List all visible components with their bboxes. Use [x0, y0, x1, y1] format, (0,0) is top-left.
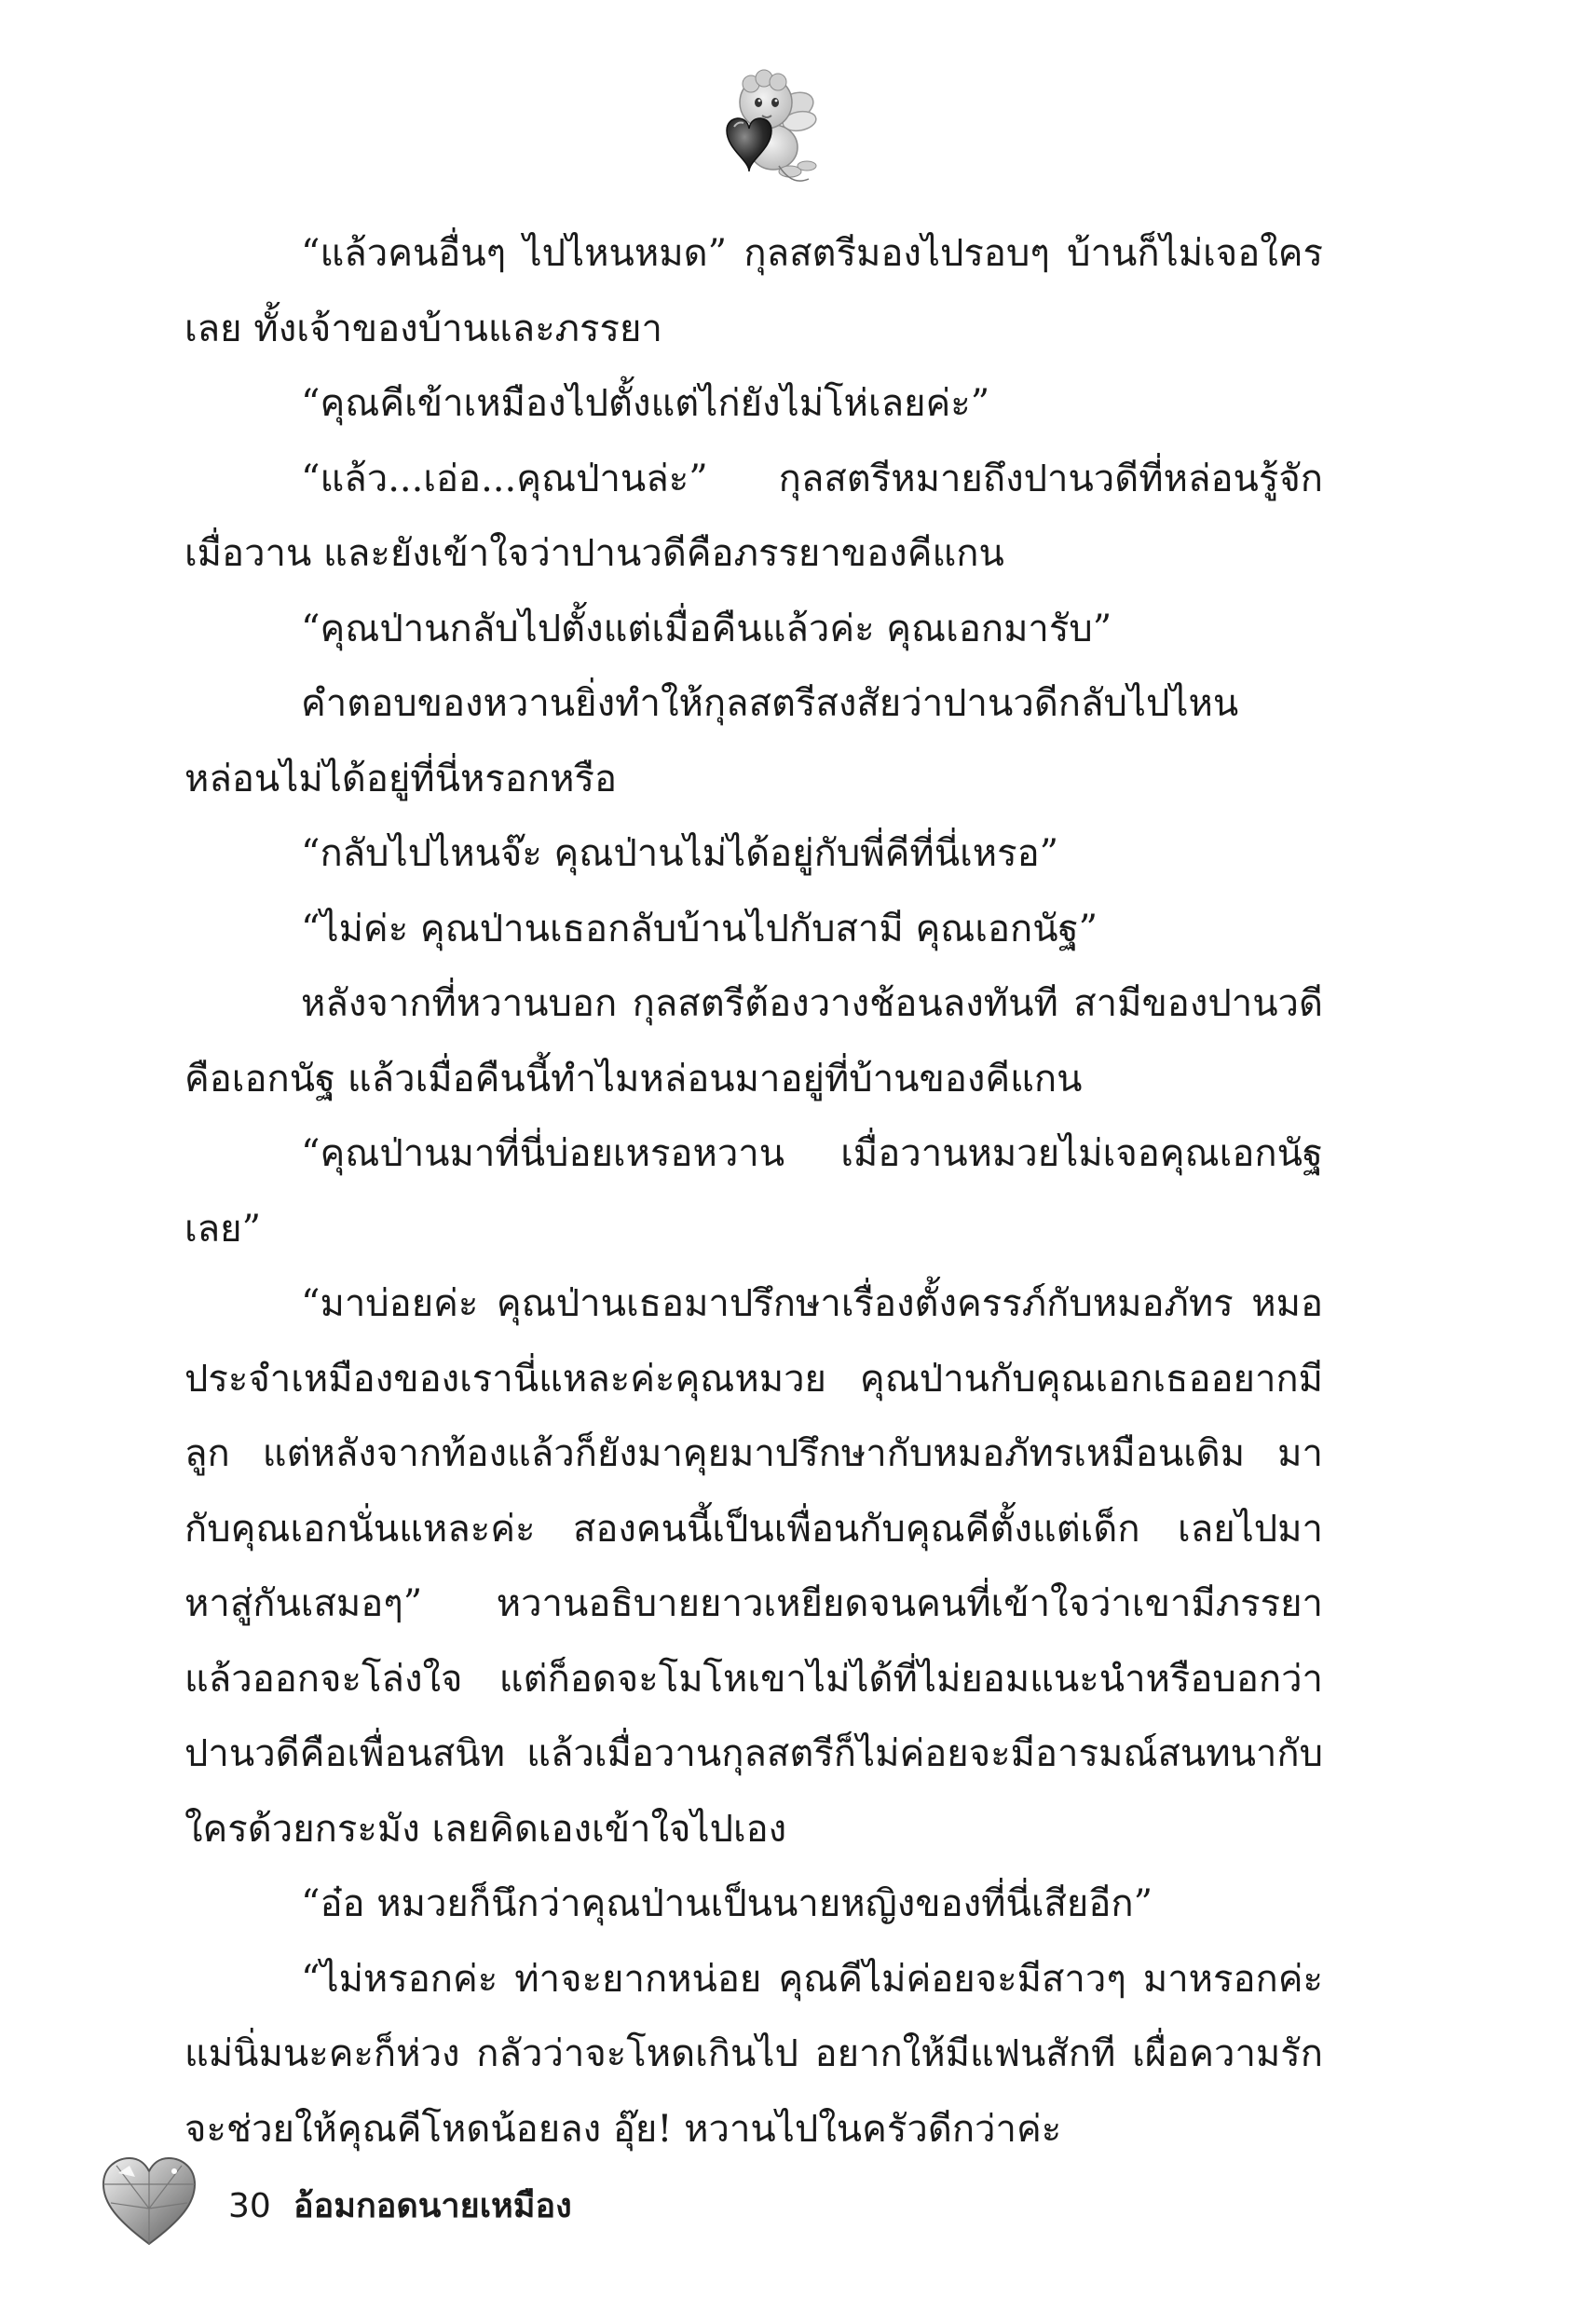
paragraph: “คุณป่านมาที่นี่บ่อยเหรอหวาน เมื่อวานหมวยไม่เจอคุณเอกนัฐเลย” [184, 1132, 1323, 1251]
diamond-heart-icon [98, 2153, 200, 2250]
page-number: 30 [228, 2187, 271, 2225]
body-text [184, 216, 1323, 2167]
paragraph: “ไม่หรอกค่ะ ท่าจะยากหน่อย คุณคีไม่ค่อยจะมีสาวๆ มาหรอกค่ะ แม่นิ่มนะคะก็ห่วง กลัวว่าจะโหดเกินไป อยากให้มีแฟนสักที เผื่อความรักจะช่วยให้คุณคีโหดน้อยลง อุ๊ย! หวานไปในครัวดีกว่าค่ะ [184, 1957, 1323, 2151]
paragraph: “มาบ่อยค่ะ คุณป่านเธอมาปรึกษาเรื่องตั้งครรภ์กับหมอภัทร หมอประจำเหมืองของเรานี่แหละค่ะคุณหมวย คุณป่านกับคุณเอกเธออยากมีลูก แต่หลังจากท้องแล้วก็ยังมาคุยมาปรึกษากับหมอภัทรเหมือนเดิม มากับคุณเอกนั่นแหละค่ะ สองคนนี้เป็นเพื่อนกับคุณคีตั้งแต่เด็ก เลยไปมาหาสู่กันเสมอๆ” หวานอธิบายยาวเหยียดจนคนที่เข้าใจว่าเขามีภรรยาแล้วออกจะโล่งใจ แต่ก็อดจะโมโหเขาไม่ได้ที่ไม่ยอมแนะนำหรือบอกว่าปานวดีคือเพื่อนสนิท แล้วเมื่อวานกุลสตรีก็ไม่ค่อยจะมีอารมณ์สนทนากับใครด้วยกระมัง เลยคิดเองเข้าใจไปเอง [184, 1282, 1323, 1851]
paragraph: หลังจากที่หวานบอก กุลสตรีต้องวางช้อนลงทันที สามีของปานวดีคือเอกนัฐ แล้วเมื่อคืนนี้ทำไมหล่อนมาอยู่ที่บ้านของคีแกน [184, 982, 1323, 1101]
book-title: อ้อมกอดนายเหมือง [293, 2187, 572, 2225]
paragraph: “อ๋อ หมวยก็นึกว่าคุณป่านเป็นนายหญิงของที่นี่เสียอีก” [301, 1882, 1153, 1925]
paragraph: คำตอบของหวานยิ่งทำให้กุลสตรีสงสัยว่าปานวดีกลับไปไหน หล่อนไม่ได้อยู่ที่นี่หรอกหรือ [184, 682, 1239, 800]
paragraph: “แล้ว...เอ่อ...คุณป่านล่ะ” กุลสตรีหมายถึงปานวดีที่หล่อนรู้จักเมื่อวาน และยังเข้าใจว่าปานวดีคือภรรยาของคีแกน [184, 457, 1323, 575]
page-footer [98, 2153, 843, 2264]
paragraph: “แล้วคนอื่นๆ ไปไหนหมด” กุลสตรีมองไปรอบๆ บ้านก็ไม่เจอใครเลย ทั้งเจ้าของบ้านและภรรยา [184, 232, 1323, 350]
paragraph: “ไม่ค่ะ คุณป่านเธอกลับบ้านไปกับสามี คุณเอกนัฐ” [301, 907, 1098, 950]
paragraph: “คุณป่านกลับไปตั้งแต่เมื่อคืนแล้วค่ะ คุณเอกมารับ” [301, 607, 1112, 650]
paragraph: “กลับไปไหนจ๊ะ คุณป่านไม่ได้อยู่กับพี่คีที่นี่เหรอ” [301, 832, 1059, 875]
cupid-with-heart-icon [689, 56, 829, 196]
paragraph: “คุณคีเข้าเหมืองไปตั้งแต่ไก่ยังไม่โห่เลยค่ะ” [301, 382, 990, 425]
